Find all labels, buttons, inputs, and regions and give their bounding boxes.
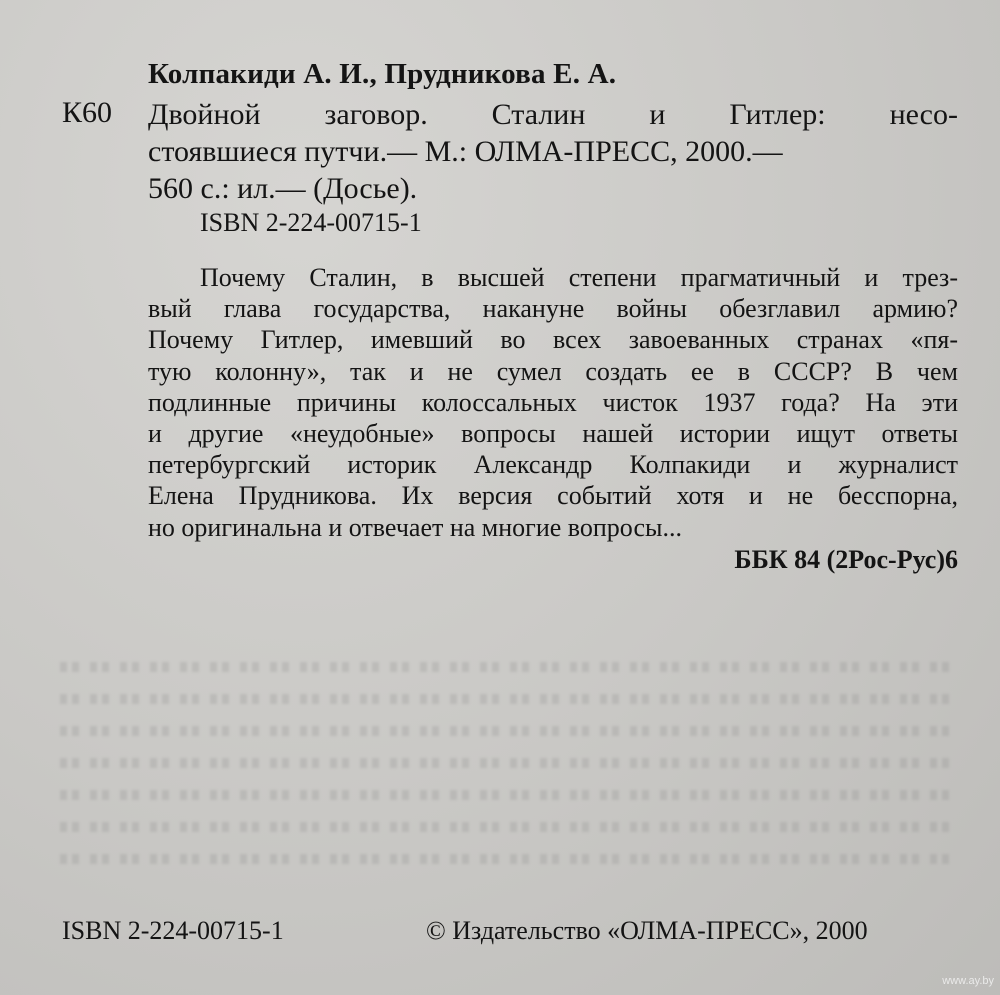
copyright-notice: © Издательство «ОЛМА-ПРЕСС», 2000 (426, 916, 868, 945)
library-code: К60 (62, 96, 113, 129)
biblio-line: 560 с.: ил.— (Досье). (148, 172, 418, 205)
annotation-line: Почему Сталин, в высшей степени прагматичный и трез- (200, 263, 958, 292)
biblio-line: стоявшиеся путчи.— М.: ОЛМА-ПРЕСС, 2000.— (148, 135, 783, 168)
biblio-line: Двойной заговор. Сталин и Гитлер: несо- (148, 98, 958, 131)
annotation-line: Елена Прудникова. Их версия событий хотя и не бесспорна, (148, 481, 958, 511)
annotation-line: Почему Гитлер, имевший во всех завоеванных странах «пя- (148, 325, 958, 355)
bibliographic-description (148, 96, 958, 207)
bbk-classification: ББК 84 (2Рос-Рус)6 (734, 545, 958, 574)
isbn-bottom: ISBN 2-224-00715-1 (62, 916, 284, 945)
annotation-line: тую колонну», так и не сумел создать ее в СССР? В чем (148, 356, 958, 386)
isbn-top: ISBN 2-224-00715-1 (200, 208, 422, 237)
annotation-line: петербургский историк Александр Колпакиди и журналист (148, 450, 958, 480)
annotation-line: и другие «неудобные» вопросы нашей истории ищут ответы (148, 419, 958, 449)
authors: Колпакиди А. И., Прудникова Е. А. (148, 58, 617, 90)
annotation-line: вый глава государства, накануне войны обезглавил армию? (148, 294, 958, 324)
reverse-side-show-through (60, 640, 960, 900)
annotation-line: подлинные причины колоссальных чисток 1937 года? На эти (148, 387, 958, 417)
annotation (148, 262, 958, 543)
annotation-line: но оригинальна и отвечает на многие вопросы... (148, 512, 682, 542)
site-watermark: www.ay.by (942, 975, 994, 987)
